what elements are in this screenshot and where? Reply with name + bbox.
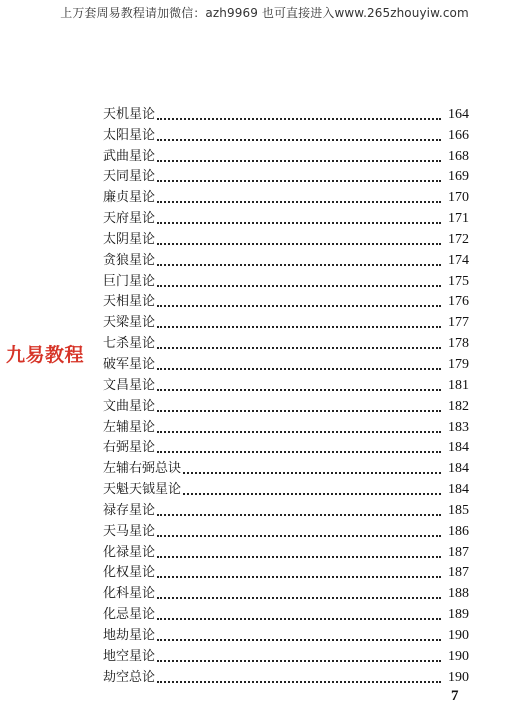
toc-entry-title: 化科星论	[103, 586, 156, 602]
toc-entry-page: 182	[448, 398, 469, 414]
toc-entry-title: 贪狼星论	[103, 252, 156, 268]
toc-entry-page: 171	[448, 211, 469, 227]
toc-dot-leader	[157, 555, 441, 558]
toc-entry	[103, 165, 469, 186]
toc-entry-title: 左辅星论	[103, 419, 156, 435]
toc-entry-title: 天同星论	[103, 169, 156, 185]
toc-entry-title: 太阳星论	[103, 127, 156, 143]
toc-entry-page: 187	[448, 544, 469, 560]
toc-entry	[103, 602, 469, 623]
toc-entry-title: 天梁星论	[103, 315, 156, 331]
toc-entry-page: 177	[448, 315, 469, 331]
toc-entry-title: 文昌星论	[103, 377, 156, 393]
toc-entry-title: 化禄星论	[103, 544, 156, 560]
toc-entry-page: 176	[448, 294, 469, 310]
toc-entry	[103, 123, 469, 144]
toc-entry-page: 164	[448, 106, 469, 122]
toc-dot-leader	[157, 638, 441, 641]
toc-entry	[103, 352, 469, 373]
toc-entry-page: 183	[448, 419, 469, 435]
toc-dot-leader	[157, 159, 441, 162]
toc-entry-page: 175	[448, 273, 469, 289]
toc-entry-page: 179	[448, 356, 469, 372]
toc-dot-leader	[157, 200, 441, 203]
toc-entry-title: 右弼星论	[103, 440, 156, 456]
toc-entry	[103, 415, 469, 436]
toc-entry-page: 190	[448, 627, 469, 643]
toc-entry	[103, 185, 469, 206]
toc-entry-title: 天机星论	[103, 106, 156, 122]
toc-dot-leader	[157, 409, 441, 412]
toc-entry	[103, 498, 469, 519]
toc-dot-leader	[157, 179, 441, 182]
table-of-contents	[103, 102, 469, 686]
toc-dot-leader	[157, 450, 441, 453]
toc-entry-title: 太阴星论	[103, 231, 156, 247]
toc-entry-page: 181	[448, 377, 469, 393]
toc-entry-page: 189	[448, 607, 469, 623]
page-number: 7	[451, 688, 459, 704]
toc-entry	[103, 561, 469, 582]
toc-entry-page: 184	[448, 440, 469, 456]
toc-entry-title: 地空星论	[103, 648, 156, 664]
toc-entry-page: 178	[448, 336, 469, 352]
toc-entry-title: 化忌星论	[103, 607, 156, 623]
toc-entry-title: 禄存星论	[103, 502, 156, 518]
toc-entry-title: 天魁天钺星论	[103, 482, 182, 498]
toc-entry	[103, 540, 469, 561]
toc-entry-page: 186	[448, 523, 469, 539]
toc-entry	[103, 102, 469, 123]
toc-entry-page: 174	[448, 252, 469, 268]
toc-entry-page: 187	[448, 565, 469, 581]
page-header-banner: 上万套周易教程请加微信：azh9969 也可直接进入www.265zhouyiw.com	[60, 6, 469, 20]
toc-entry-page: 190	[448, 648, 469, 664]
toc-entry-title: 天府星论	[103, 211, 156, 227]
toc-entry	[103, 581, 469, 602]
toc-entry	[103, 206, 469, 227]
toc-entry	[103, 644, 469, 665]
toc-entry-page: 169	[448, 169, 469, 185]
toc-dot-leader	[157, 221, 441, 224]
toc-entry-page: 188	[448, 586, 469, 602]
toc-entry	[103, 665, 469, 686]
toc-entry-page: 184	[448, 482, 469, 498]
toc-entry	[103, 227, 469, 248]
toc-entry-title: 武曲星论	[103, 148, 156, 164]
toc-dot-leader	[157, 346, 441, 349]
toc-entry	[103, 144, 469, 165]
toc-entry-page: 190	[448, 669, 469, 685]
toc-entry-title: 左辅右弼总诀	[103, 461, 182, 477]
toc-entry	[103, 290, 469, 311]
toc-entry	[103, 519, 469, 540]
toc-entry	[103, 436, 469, 457]
toc-entry-title: 巨门星论	[103, 273, 156, 289]
toc-dot-leader	[157, 430, 441, 433]
toc-entry-page: 168	[448, 148, 469, 164]
toc-dot-leader	[183, 471, 441, 474]
toc-entry	[103, 477, 469, 498]
toc-entry-page: 172	[448, 231, 469, 247]
toc-dot-leader	[157, 325, 441, 328]
toc-dot-leader	[157, 284, 441, 287]
toc-dot-leader	[157, 575, 441, 578]
toc-entry-title: 地劫星论	[103, 627, 156, 643]
toc-dot-leader	[157, 659, 441, 662]
toc-dot-leader	[157, 263, 441, 266]
toc-dot-leader	[157, 680, 441, 683]
toc-entry-title: 七杀星论	[103, 336, 156, 352]
toc-dot-leader	[157, 617, 441, 620]
toc-entry	[103, 248, 469, 269]
toc-entry-title: 化权星论	[103, 565, 156, 581]
toc-dot-leader	[157, 367, 441, 370]
watermark-logo: 九易教程	[6, 344, 85, 366]
toc-entry-page: 184	[448, 461, 469, 477]
toc-entry	[103, 394, 469, 415]
toc-entry-title: 劫空总论	[103, 669, 156, 685]
toc-entry-title: 文曲星论	[103, 398, 156, 414]
toc-entry	[103, 269, 469, 290]
toc-entry-title: 破军星论	[103, 356, 156, 372]
toc-entry	[103, 623, 469, 644]
toc-entry-page: 170	[448, 190, 469, 206]
toc-entry	[103, 373, 469, 394]
toc-dot-leader	[157, 388, 441, 391]
toc-entry	[103, 331, 469, 352]
toc-entry-page: 185	[448, 502, 469, 518]
toc-entry	[103, 310, 469, 331]
toc-entry-title: 廉贞星论	[103, 190, 156, 206]
toc-dot-leader	[183, 492, 441, 495]
toc-entry-title: 天相星论	[103, 294, 156, 310]
toc-entry-page: 166	[448, 127, 469, 143]
toc-entry-title: 天马星论	[103, 523, 156, 539]
toc-dot-leader	[157, 138, 441, 141]
toc-entry	[103, 456, 469, 477]
toc-dot-leader	[157, 534, 441, 537]
toc-dot-leader	[157, 596, 441, 599]
toc-dot-leader	[157, 304, 441, 307]
toc-dot-leader	[157, 242, 441, 245]
toc-dot-leader	[157, 117, 441, 120]
toc-dot-leader	[157, 513, 441, 516]
